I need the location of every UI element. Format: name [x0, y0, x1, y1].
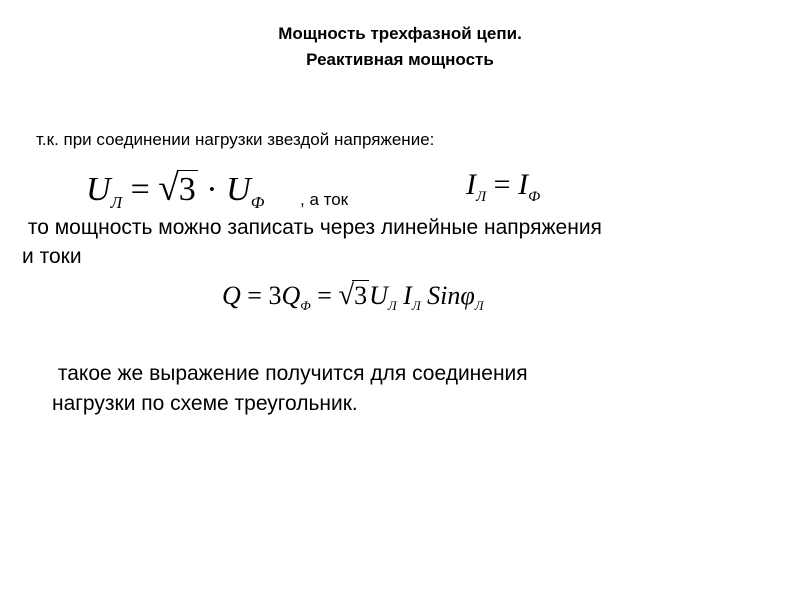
formula3-sqrt-arg: 3 [354, 281, 368, 310]
paragraph2-line2: нагрузки по схеме треугольник. [52, 392, 358, 415]
formula1-eq: = [130, 171, 150, 208]
formula2-lhs-sub: Л [476, 188, 487, 205]
formula3-qf-sub: Ф [300, 297, 311, 313]
formula1-dot: · [206, 171, 218, 208]
paragraph1-line2: и токи [22, 245, 82, 268]
formula3-phi: φ [460, 281, 475, 310]
formula1-lhs: U [86, 171, 111, 208]
power-formula [222, 280, 484, 312]
formula3-phi-sub: Л [474, 297, 484, 313]
formula3-three: 3 [268, 281, 282, 310]
formula1-sqrt-arg: 3 [178, 171, 196, 208]
formula1-rhs: U [226, 171, 251, 208]
formula3-u: U [369, 281, 388, 310]
formula3-eq1: = [247, 281, 262, 310]
sqrt-symbol: √3 [158, 168, 196, 209]
title-line-1: Мощность трехфазной цепи. [278, 24, 522, 43]
formula3-q: Q [222, 281, 241, 310]
formula3-u-sub: Л [387, 297, 397, 313]
formula3-i-sub: Л [411, 297, 421, 313]
current-formula [466, 168, 541, 205]
formula2-rhs: I [518, 168, 529, 201]
formula2-rhs-sub: Ф [528, 188, 541, 205]
formula3-i: I [403, 281, 412, 310]
formula2-eq: = [493, 168, 511, 201]
intro-text: т.к. при соединении нагрузки звездой напряжение: [36, 130, 435, 149]
formula3-sin: Sin [427, 281, 461, 310]
voltage-formula [86, 167, 264, 210]
paragraph1-line1: то мощность можно записать через линейные напряжения [22, 216, 602, 239]
formula1-lhs-sub: Л [110, 192, 123, 212]
formula1-rhs-sub: Ф [250, 192, 265, 212]
connector-text: , а ток [300, 190, 349, 209]
formula3-qf: Q [281, 281, 301, 310]
paragraph2-line1: такое же выражение получится для соединения [52, 362, 528, 385]
sqrt-symbol: √3 [338, 280, 368, 311]
formula2-lhs: I [466, 168, 476, 201]
formula3-eq2: = [317, 281, 332, 310]
title-line-2: Реактивная мощность [306, 50, 494, 69]
